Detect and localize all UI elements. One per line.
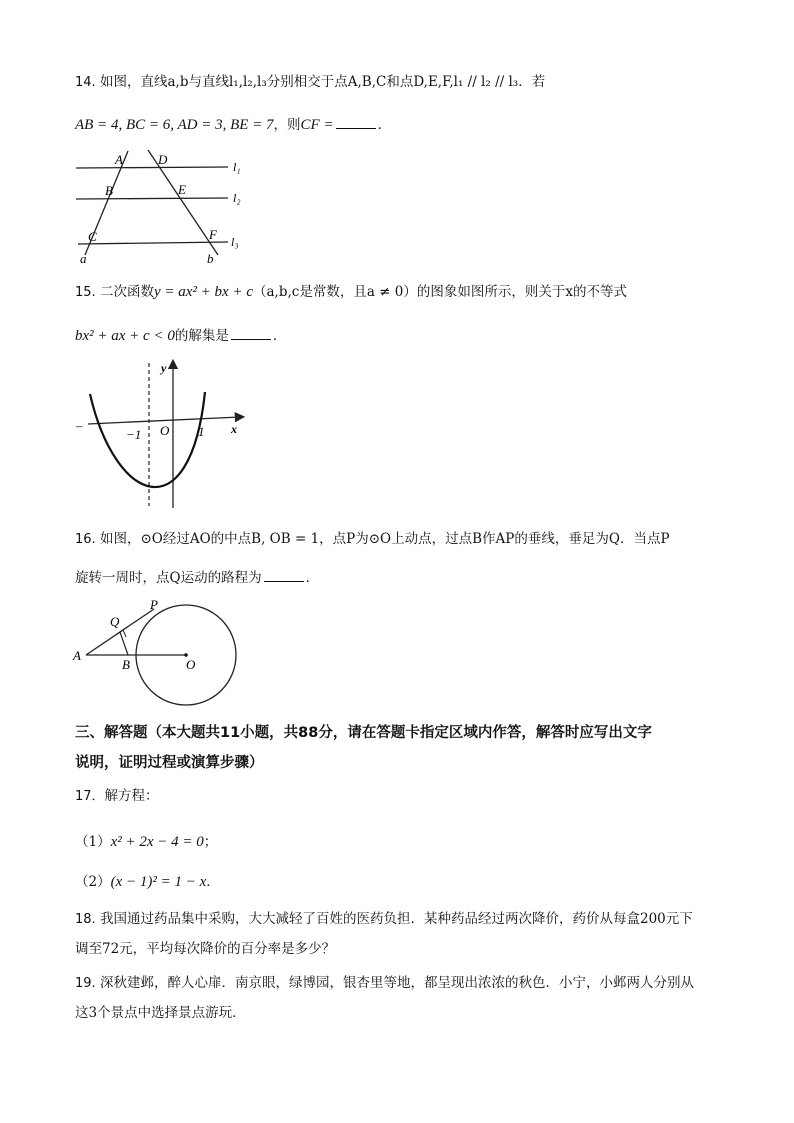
q17-part2-end: ．	[206, 874, 220, 890]
q14-label-B: B	[105, 183, 113, 198]
q15-label-x: x	[231, 422, 237, 436]
q14-label-D: D	[158, 152, 168, 167]
q16-number: 16.	[75, 532, 96, 547]
q14-label-l1: l₁	[233, 160, 241, 174]
q15-inequality: bx² + ax + c < 0	[75, 328, 175, 344]
q17-part1-label: （1）	[75, 834, 111, 850]
q18-line2: 调至72元，平均每次降价的百分率是多少？	[75, 941, 336, 957]
q19-number: 19.	[75, 976, 96, 991]
q17-part2	[75, 873, 220, 891]
q15-text-c: 的解集是	[174, 328, 229, 344]
q14-label-l2: l₂	[233, 191, 241, 205]
q14-label-l3: l₃	[231, 235, 239, 249]
q16-end: ．	[305, 570, 320, 586]
q14-number: 14.	[75, 75, 96, 90]
q15-label-y: y	[161, 361, 167, 375]
q16-label-O: O	[186, 657, 196, 672]
q14-label-A: A	[115, 152, 123, 167]
q16-label-B: B	[122, 657, 130, 672]
q18-line1	[75, 910, 693, 929]
q15-parabola-figure	[70, 358, 250, 513]
q16-label-P: P	[150, 597, 158, 612]
q15-number: 15.	[75, 285, 96, 300]
q16-label-A: A	[73, 648, 81, 663]
q17-line1	[75, 787, 159, 806]
q16-label-Q: Q	[110, 614, 120, 629]
q14-end: ．	[377, 117, 392, 133]
q16-text-line1: 如图，⊙O经过AO的中点B, OB = 1，点P为⊙O上动点，过点B作AP的垂线，垂足为Q．当点P	[99, 531, 670, 547]
q19-text-line1: 深秋建邺，醉人心扉．南京眼，绿博园，银杏里等地，都呈现出浓浓的秋色．小宁，小邺两人分别从	[99, 975, 694, 991]
q17-part1	[75, 833, 217, 851]
q14-label-E: E	[178, 182, 186, 197]
q15-function: y = ax² + bx + c	[153, 284, 253, 300]
q14-line2	[75, 115, 391, 134]
q17-part2-equation: (x − 1)² = 1 − x	[110, 874, 207, 890]
q18-text-line1: 我国通过药品集中采购，大大减轻了百姓的医药负担．某种药品经过两次降价，药价从每盒200元下	[99, 911, 693, 927]
q14-figure	[70, 145, 250, 270]
q15-end: ．	[272, 328, 287, 344]
q15-label-minus1: −1	[126, 427, 142, 442]
q14-label-C: C	[88, 229, 97, 244]
section3-heading-line2: 说明，证明过程或演算步骤）	[75, 755, 264, 771]
q17-text: 解方程：	[104, 788, 159, 804]
q16-circle-figure	[68, 597, 248, 709]
q14-answer-blank[interactable]	[336, 115, 376, 129]
q14-line1	[75, 73, 545, 92]
q16-line2	[75, 568, 319, 587]
q14-then: ，则	[273, 117, 301, 133]
q14-label-b: b	[207, 251, 214, 266]
q17-part1-equation: x² + 2x − 4 = 0	[110, 834, 204, 850]
section3-heading-line1: 三、解答题（本大题共11小题，共88分，请在答题卡指定区域内作答，解答时应写出文字	[75, 725, 652, 741]
q16-answer-blank[interactable]	[264, 568, 304, 582]
q18-number: 18.	[75, 912, 96, 927]
q19-line1	[75, 974, 694, 993]
q17-part2-label: （2）	[75, 874, 111, 890]
q15-label-dash: –	[76, 418, 83, 433]
q15-label-O: O	[160, 423, 170, 438]
q15-line2	[75, 326, 286, 345]
q14-label-F: F	[209, 227, 217, 242]
q19-line2: 这3个景点中选择景点游玩．	[75, 1005, 246, 1021]
q14-cf: CF =	[300, 117, 334, 133]
q15-label-1: 1	[198, 424, 205, 439]
q16-line1	[75, 530, 670, 549]
q15-line1	[75, 283, 627, 302]
q15-text-b: （a,b,c是常数，且a ≠ 0）的图象如图所示，则关于x的不等式	[252, 284, 627, 300]
q16-text-line2: 旋转一周时，点Q运动的路程为	[75, 570, 262, 586]
q14-label-a: a	[80, 251, 87, 266]
q14-text-line1: 如图，直线a,b与直线l₁,l₂,l₃分别相交于点A,B,C和点D,E,F,l₁ // l₂ // l₃．若	[99, 74, 546, 90]
q15-answer-blank[interactable]	[231, 326, 271, 340]
q17-part1-end: ；	[203, 834, 218, 850]
q17-number: 17．	[75, 789, 105, 804]
q15-text-a: 二次函数	[99, 284, 154, 300]
q14-given-values: AB = 4, BC = 6, AD = 3, BE = 7	[75, 117, 274, 133]
